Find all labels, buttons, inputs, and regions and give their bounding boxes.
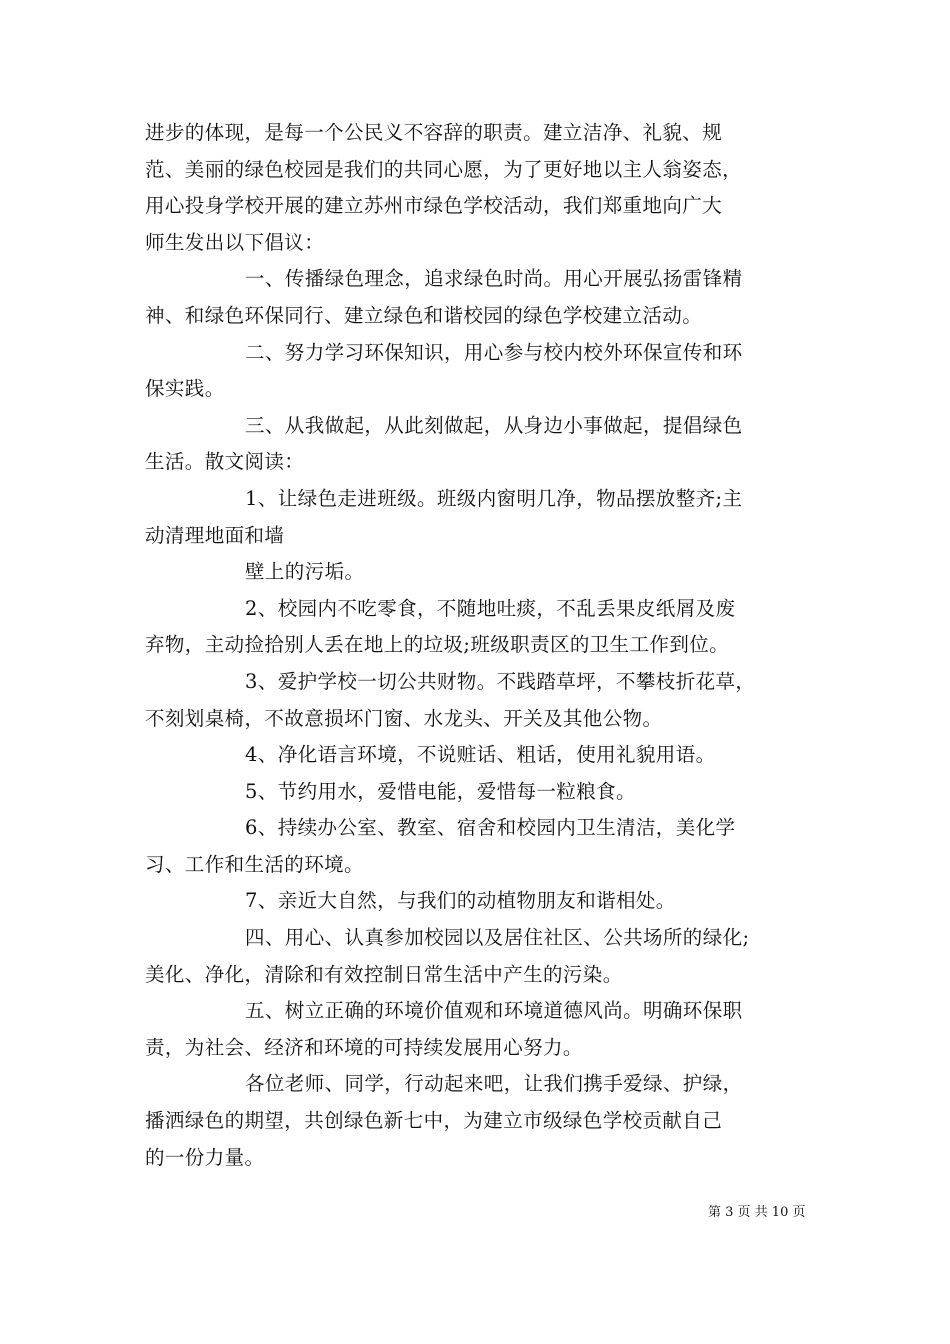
text-line: 四、用心、认真参加校园以及居住社区、公共场所的绿化; <box>245 926 750 950</box>
text-line: 5、节约用水，爱惜电能，爱惜每一粒粮食。 <box>245 779 636 803</box>
text-line: 动清理地面和墙 <box>145 523 285 547</box>
text-line: 壁上的污垢。 <box>245 560 365 584</box>
page-number: 第 3 页 共 10 页 <box>708 1205 806 1220</box>
text-line: 进步的体现，是每一个公民义不容辞的职责。建立洁净、礼貌、规 <box>145 121 723 144</box>
document-body <box>145 115 815 1176</box>
text-line: 6、持续办公室、教室、宿舍和校园内卫生清洁，美化学 <box>245 816 736 840</box>
text-line: 责，为社会、经济和环境的可持续发展用心努力。 <box>145 1035 583 1059</box>
text-line: 保实践。 <box>145 377 225 401</box>
text-line: 一、传播绿色理念，追求绿色时尚。用心开展弘扬雷锋精 <box>245 267 743 291</box>
text-line: 的一份力量。 <box>145 1145 265 1169</box>
text-line: 三、从我做起，从此刻做起，从身边小事做起，提倡绿色 <box>245 413 743 437</box>
text-line: 美化、净化，清除和有效控制日常生活中产生的污染。 <box>145 962 623 986</box>
text-line: 不刻划桌椅，不故意损坏门窗、水龙头、开关及其他公物。 <box>145 706 663 730</box>
text-line: 3、爱护学校一切公共财物。不践踏草坪，不攀枝折花草， <box>245 669 756 693</box>
text-line: 7、亲近大自然，与我们的动植物朋友和谐相处。 <box>245 889 676 913</box>
text-line: 4、净化语言环境，不说赃话、粗话，使用礼貌用语。 <box>245 743 716 767</box>
text-line: 用心投身学校开展的建立苏州市绿色学校活动，我们郑重地向广大 <box>145 194 723 218</box>
text-line: 生活。散文阅读： <box>145 450 305 474</box>
text-line: 播洒绿色的期望，共创绿色新七中，为建立市级绿色学校贡献自己 <box>145 1109 723 1133</box>
text-line: 2、校园内不吃零食，不随地吐痰，不乱丢果皮纸屑及废 <box>245 596 736 620</box>
text-line: 弃物，主动捡拾别人丢在地上的垃圾;班级职责区的卫生工作到位。 <box>145 633 730 657</box>
text-line: 二、努力学习环保知识，用心参与校内校外环保宣传和环 <box>245 340 743 364</box>
text-line: 各位老师、同学，行动起来吧，让我们携手爱绿、护绿， <box>245 1072 743 1096</box>
text-line: 习、工作和生活的环境。 <box>145 852 364 876</box>
text-line: 五、树立正确的环境价值观和环境道德风尚。明确环保职 <box>245 999 743 1023</box>
text-line: 1、让绿色走进班级。班级内窗明几净，物品摆放整齐;主 <box>245 486 743 510</box>
text-line: 师生发出以下倡议： <box>145 230 325 254</box>
text-line: 神、和绿色环保同行、建立绿色和谐校园的绿色学校建立活动。 <box>145 303 703 327</box>
text-line: 范、美丽的绿色校园是我们的共同心愿，为了更好地以主人翁姿态， <box>145 157 743 181</box>
